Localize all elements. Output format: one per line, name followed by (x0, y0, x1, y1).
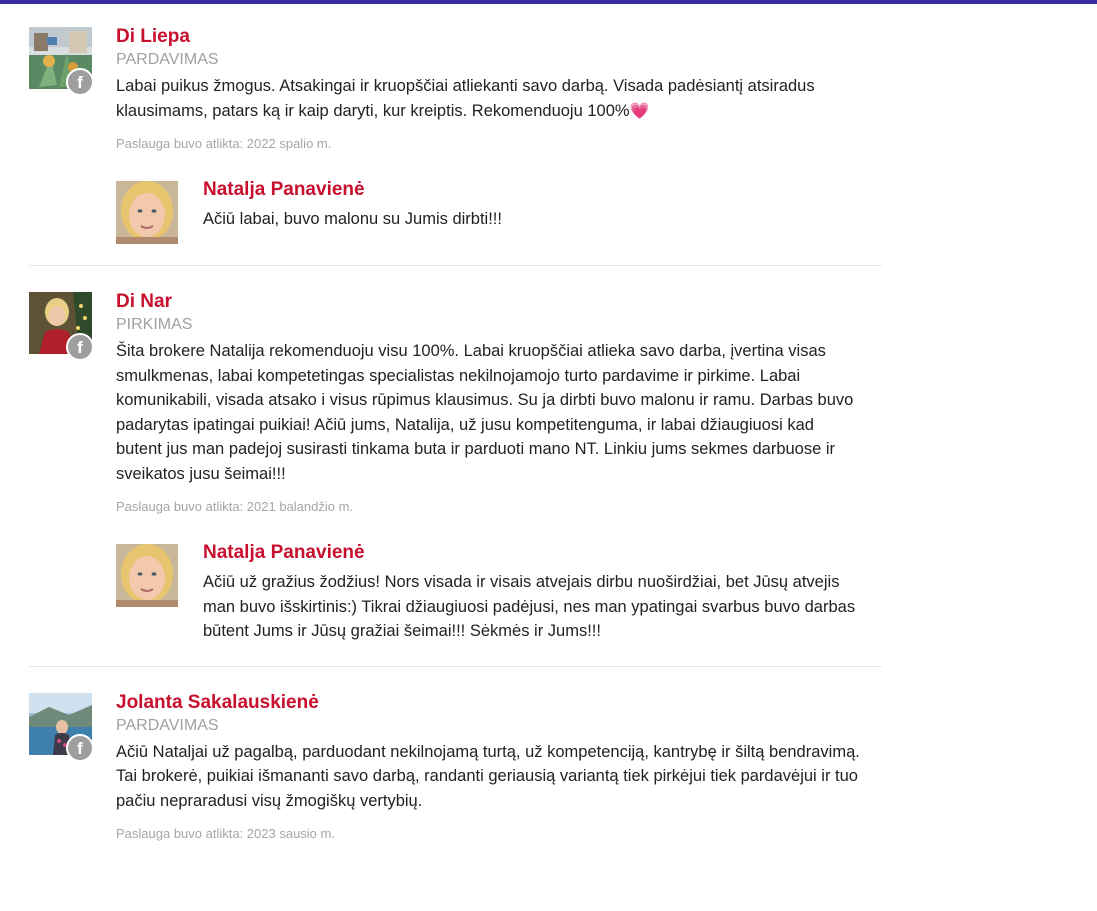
review-text (116, 74, 861, 123)
facebook-icon[interactable]: f (66, 734, 94, 762)
heart-emoji-icon: 💗 (629, 102, 650, 120)
facebook-icon[interactable]: f (66, 333, 94, 361)
reviewer-name[interactable]: Di Nar (116, 291, 172, 312)
broker-reply (116, 542, 882, 644)
reviewer-avatar-wrap (29, 292, 93, 356)
broker-name[interactable]: Natalja Panavienė (203, 179, 365, 200)
service-type: PARDAVIMAS (116, 51, 219, 68)
reviews-list (29, 26, 882, 864)
review-item (29, 692, 882, 865)
reviewer-avatar-wrap (29, 693, 93, 757)
review-text: Šita brokere Natalija rekomenduoju visu 100%. Labai kruopščiai atlieka savo darba, įvertina visas smulkmenas, labai kompetetingas specialistas nekilnojamojo turto pardavime ir pirkime. Labai komunikabili, visada atsako i visus rūpimus klausimus. Su ja dirbti buvo malonu ir ramu. Darbas buvo padarytas ipatingai puikiai! Ačiū jums, Natalija, už jusu kompetitenguma, ir labai džiaugiuosi kad butent jus man padejoj susirasti tinkama buta ir parduoti mano NT. Linkiu jums sekmes darbuose ir sveikatos jusu šeimai!!! (116, 342, 854, 483)
top-accent-bar (0, 0, 1097, 4)
reply-text: Ačiū už gražius žodžius! Nors visada ir visais atvejais dirbu nuoširdžiai, bet Jūsų atvejis man buvo išskirtinis:) Tikrai džiaugiuosi padėjusi, nes man ypatingai svarbus buvo darbas būtent Jums ir Jūsų gražiai šeimai!!! Sėkmės ir Jums!!! (203, 573, 856, 640)
review-text: Ačiū Nataljai už pagalbą, parduodant nekilnojamą turtą, už kompetenciją, kantrybę ir šiltą bendravimą. Tai brokerė, puikiai išmananti savo darbą, randanti geriausią variantą tiek pirkėjui tiek pardavėjui ir tuo pačiu nepraradusi visų žmogiškų vertybių. (116, 742, 860, 810)
reviewer-name[interactable]: Di Liepa (116, 26, 190, 47)
reviewer-avatar-wrap (29, 27, 93, 91)
reply-text: Ačiū labai, buvo malonu su Jumis dirbti!!! (203, 210, 502, 228)
facebook-icon[interactable]: f (66, 68, 94, 96)
reviewer-name[interactable]: Jolanta Sakalauskienė (116, 691, 319, 713)
service-date: Paslauga buvo atlikta: 2021 balandžio m. (116, 499, 354, 514)
broker-reply (116, 179, 882, 243)
service-type: PARDAVIMAS (116, 716, 219, 734)
broker-avatar[interactable] (116, 181, 178, 244)
broker-name[interactable]: Natalja Panavienė (203, 542, 365, 563)
service-date: Paslauga buvo atlikta: 2023 sausio m. (116, 826, 335, 841)
service-date: Paslauga buvo atlikta: 2022 spalio m. (116, 136, 332, 151)
service-type: PIRKIMAS (116, 316, 193, 333)
review-text-body: Labai puikus žmogus. Atsakingai ir kruopščiai atliekanti savo darbą. Visada padėsiantį atsiradus klausimams, patars ką ir kaip daryti, kur kreiptis. Rekomenduoju 100% (116, 77, 815, 120)
broker-avatar[interactable] (116, 544, 178, 607)
review-item (29, 26, 882, 266)
review-item (29, 291, 882, 667)
